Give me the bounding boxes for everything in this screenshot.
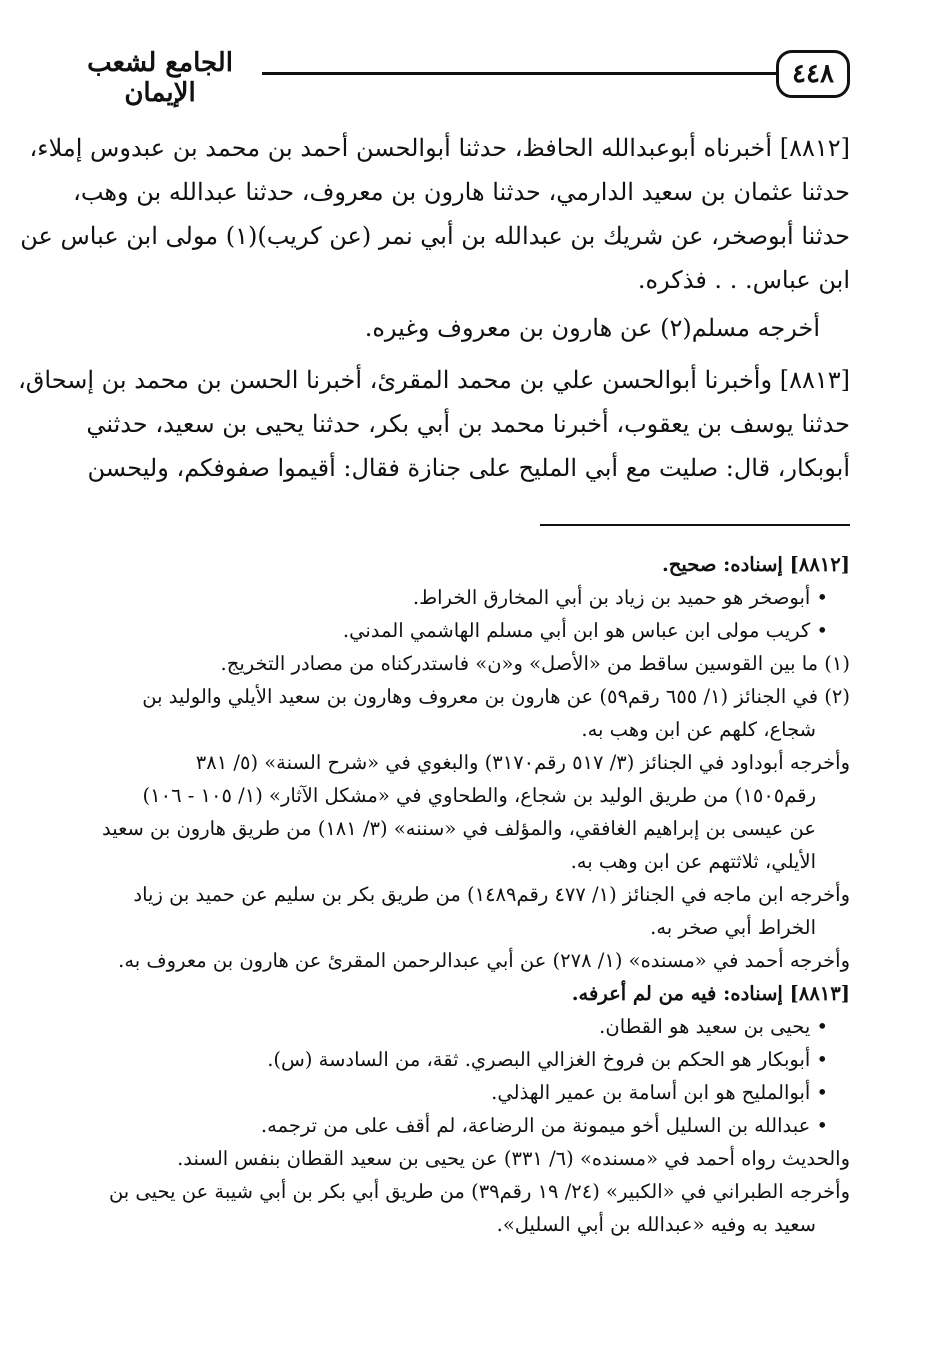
footnote-line: الخراط أبي صخر به.: [650, 916, 816, 939]
footnote-line: • عبدالله بن السليل أخو ميمونة من الرضاعة، لم أقف على من ترجمه.: [260, 1114, 828, 1137]
text-line: حدثنا أبوصخر، عن شريك بن عبدالله بن أبي نمر (عن كريب)(١) مولى ابن عباس عن: [20, 222, 850, 250]
footnote-line: [٨٨١٣] إسناده: فيه من لم أعرفه.: [571, 982, 850, 1005]
text-line: [٨٨١٣] وأخبرنا أبوالحسن علي بن محمد المقرئ، أخبرنا الحسن بن محمد بن إسحاق،: [18, 366, 850, 394]
book-title: الجامع لشعب الإيمان: [87, 48, 233, 108]
footnote-line: الأيلي، ثلاثتهم عن ابن وهب به.: [570, 850, 816, 873]
text-line: حدثنا عثمان بن سعيد الدارمي، حدثنا هارون بن معروف، حدثنا عبدالله بن وهب،: [73, 178, 850, 206]
footnote-line: شجاع، كلهم عن ابن وهب به.: [581, 718, 816, 741]
footnote-line: وأخرجه ابن ماجه في الجنائز (١/ ٤٧٧ رقم١٤٨٩) من طريق بكر بن سليم عن حميد بن زياد: [133, 883, 850, 906]
footnote-line: والحديث رواه أحمد في «مسنده» (٦/ ٣٣١) عن يحيى بن سعيد القطان بنفس السند.: [177, 1147, 850, 1170]
header-rule: [262, 72, 776, 75]
footnote-line: (١) ما بين القوسين ساقط من «الأصل» و«ن» فاستدركناه من مصادر التخريج.: [220, 652, 850, 675]
footnote-line: رقم١٥٠٥) من طريق الوليد بن شجاع، والطحاوي في «مشكل الآثار» (١/ ١٠٥ - ١٠٦): [142, 784, 816, 807]
footnote-line: • كريب مولى ابن عباس هو ابن أبي مسلم الهاشمي المدني.: [342, 619, 828, 642]
text-line: أخرجه مسلم(٢) عن هارون بن معروف وغيره.: [364, 314, 820, 342]
text-line: حدثنا يوسف بن يعقوب، أخبرنا محمد بن أبي بكر، حدثنا يحيى بن سعيد، حدثني: [86, 410, 850, 438]
footnotes: [60, 548, 850, 1241]
text-line: أبوبكار، قال: صليت مع أبي المليح على جنازة فقال: أقيموا صفوفكم، وليحسن: [87, 454, 850, 482]
main-text: [18, 126, 850, 490]
footnote-line: [٨٨١٢] إسناده: صحيح.: [661, 553, 850, 576]
page-number: ٤٤٨: [776, 50, 850, 98]
footnote-line: (٢) في الجنائز (١/ ٦٥٥ رقم٥٩) عن هارون بن معروف وهارون بن سعيد الأيلي والوليد بن: [142, 685, 850, 708]
text-line: ابن عباس. . . فذكره.: [637, 266, 850, 294]
footnote-separator: [540, 524, 850, 526]
footnote-line: • يحيى بن سعيد هو القطان.: [599, 1015, 828, 1038]
footnote-line: • أبوالمليح هو ابن أسامة بن عمير الهذلي.: [491, 1081, 828, 1104]
footnote-line: وأخرجه الطبراني في «الكبير» (٢٤/ ١٩ رقم٣٩) من طريق أبي بكر بن أبي شيبة عن يحيى بن: [108, 1180, 850, 1203]
footnote-line: • أبوصخر هو حميد بن زياد بن أبي المخارق الخراط.: [412, 586, 828, 609]
footnote-line: وأخرجه أبوداود في الجنائز (٣/ ٥١٧ رقم٣١٧٠) والبغوي في «شرح السنة» (٥/ ٣٨١: [195, 751, 850, 774]
footnote-line: سعيد به وفيه «عبدالله بن أبي السليل».: [496, 1213, 816, 1236]
footnote-line: وأخرجه أحمد في «مسنده» (١/ ٢٧٨) عن أبي عبدالرحمن المقرئ عن هارون بن معروف به.: [118, 949, 850, 972]
footnote-line: • أبوبكار هو الحكم بن فروخ الغزالي البصري. ثقة، من السادسة (س).: [267, 1048, 828, 1071]
page-header: [60, 48, 850, 108]
footnote-line: عن عيسى بن إبراهيم الغافقي، والمؤلف في «سننه» (٣/ ١٨١) من طريق هارون بن سعيد: [101, 817, 816, 840]
text-line: [٨٨١٢] أخبرناه أبوعبدالله الحافظ، حدثنا أبوالحسن أحمد بن محمد بن عبدوس إملاء،: [29, 134, 850, 162]
